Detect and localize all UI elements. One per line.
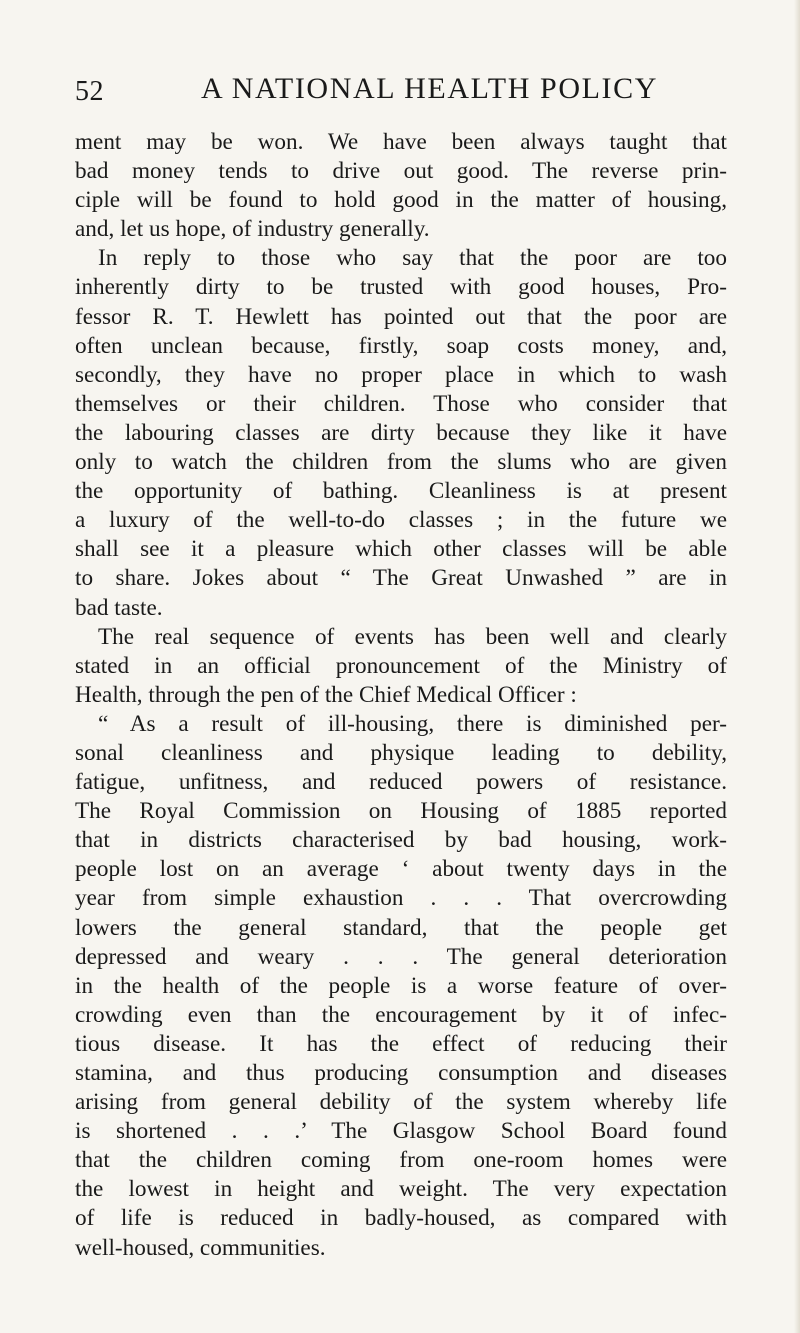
text-line: year from simple exhaustion . . . That overcrowding	[75, 885, 727, 912]
paragraph	[75, 623, 727, 710]
text-line: The Royal Commission on Housing of 1885 reported	[75, 798, 727, 825]
body-text	[75, 128, 727, 1263]
text-line: In reply to those who say that the poor are too	[98, 245, 727, 272]
text-line: depressed and weary . . . The general deterioration	[75, 943, 727, 970]
page-header	[75, 72, 745, 116]
text-line: fatigue, unfitness, and reduced powers of resistance.	[75, 769, 727, 796]
text-line: and, let us hope, of industry generally.	[75, 216, 430, 243]
text-line: of life is reduced in badly-housed, as compared with	[75, 1205, 727, 1232]
text-line: inherently dirty to be trusted with good houses, Pro-	[75, 274, 727, 301]
text-line: lowers the general standard, that the people get	[75, 914, 727, 941]
text-line: themselves or their children. Those who consider that	[75, 390, 727, 417]
paragraph	[75, 128, 727, 244]
page-edge-shadow	[794, 0, 800, 1333]
paragraph	[75, 710, 727, 1263]
text-line: in the health of the people is a worse feature of over-	[75, 972, 727, 999]
text-line: shall see it a pleasure which other classes will be able	[75, 536, 727, 563]
text-line: secondly, they have no proper place in which to wash	[75, 361, 727, 388]
text-line: Health, through the pen of the Chief Medical Officer :	[75, 681, 577, 708]
text-line: often unclean because, firstly, soap costs money, and,	[75, 332, 727, 359]
text-line: is shortened . . .’ The Glasgow School Board found	[75, 1118, 727, 1145]
text-line: arising from general debility of the system whereby life	[75, 1089, 727, 1116]
paragraph	[75, 244, 727, 622]
text-line: a luxury of the well-to-do classes ; in the future we	[75, 507, 727, 534]
text-line: ciple will be found to hold good in the matter of housing,	[75, 187, 727, 214]
text-line: well-housed, communities.	[75, 1234, 326, 1261]
text-line: the opportunity of bathing. Cleanliness is at present	[75, 478, 727, 505]
text-line: sonal cleanliness and physique leading to debility,	[75, 739, 727, 766]
text-line: crowding even than the encouragement by it of infec-	[75, 1001, 727, 1028]
text-line: fessor R. T. Hewlett has pointed out that the poor are	[75, 303, 727, 330]
text-line: only to watch the children from the slums who are given	[75, 449, 727, 476]
text-line: stamina, and thus producing consumption and diseases	[75, 1060, 727, 1086]
text-line: stated in an official pronouncement of the Ministry of	[75, 652, 727, 679]
text-line: the labouring classes are dirty because they like it have	[75, 419, 727, 446]
text-line: to share. Jokes about “ The Great Unwashed ” are in	[75, 565, 727, 592]
running-head: A NATIONAL HEALTH POLICY	[201, 72, 658, 105]
text-line: “ As a result of ill-housing, there is diminished per-	[98, 710, 727, 737]
text-line: bad money tends to drive out good. The reverse prin-	[75, 158, 727, 185]
text-line: that in districts characterised by bad housing, work-	[75, 827, 727, 854]
text-line: the lowest in height and weight. The very expectation	[75, 1176, 727, 1203]
text-line: tious disease. It has the effect of reducing their	[75, 1030, 727, 1057]
text-line: people lost on an average ‘ about twenty days in the	[75, 856, 727, 883]
text-line: The real sequence of events has been well and clearly	[98, 623, 727, 650]
text-line: that the children coming from one-room homes were	[75, 1147, 727, 1174]
text-line: bad taste.	[75, 594, 163, 621]
page-number: 52	[75, 76, 104, 107]
text-line: ment may be won. We have been always taught that	[75, 129, 727, 155]
